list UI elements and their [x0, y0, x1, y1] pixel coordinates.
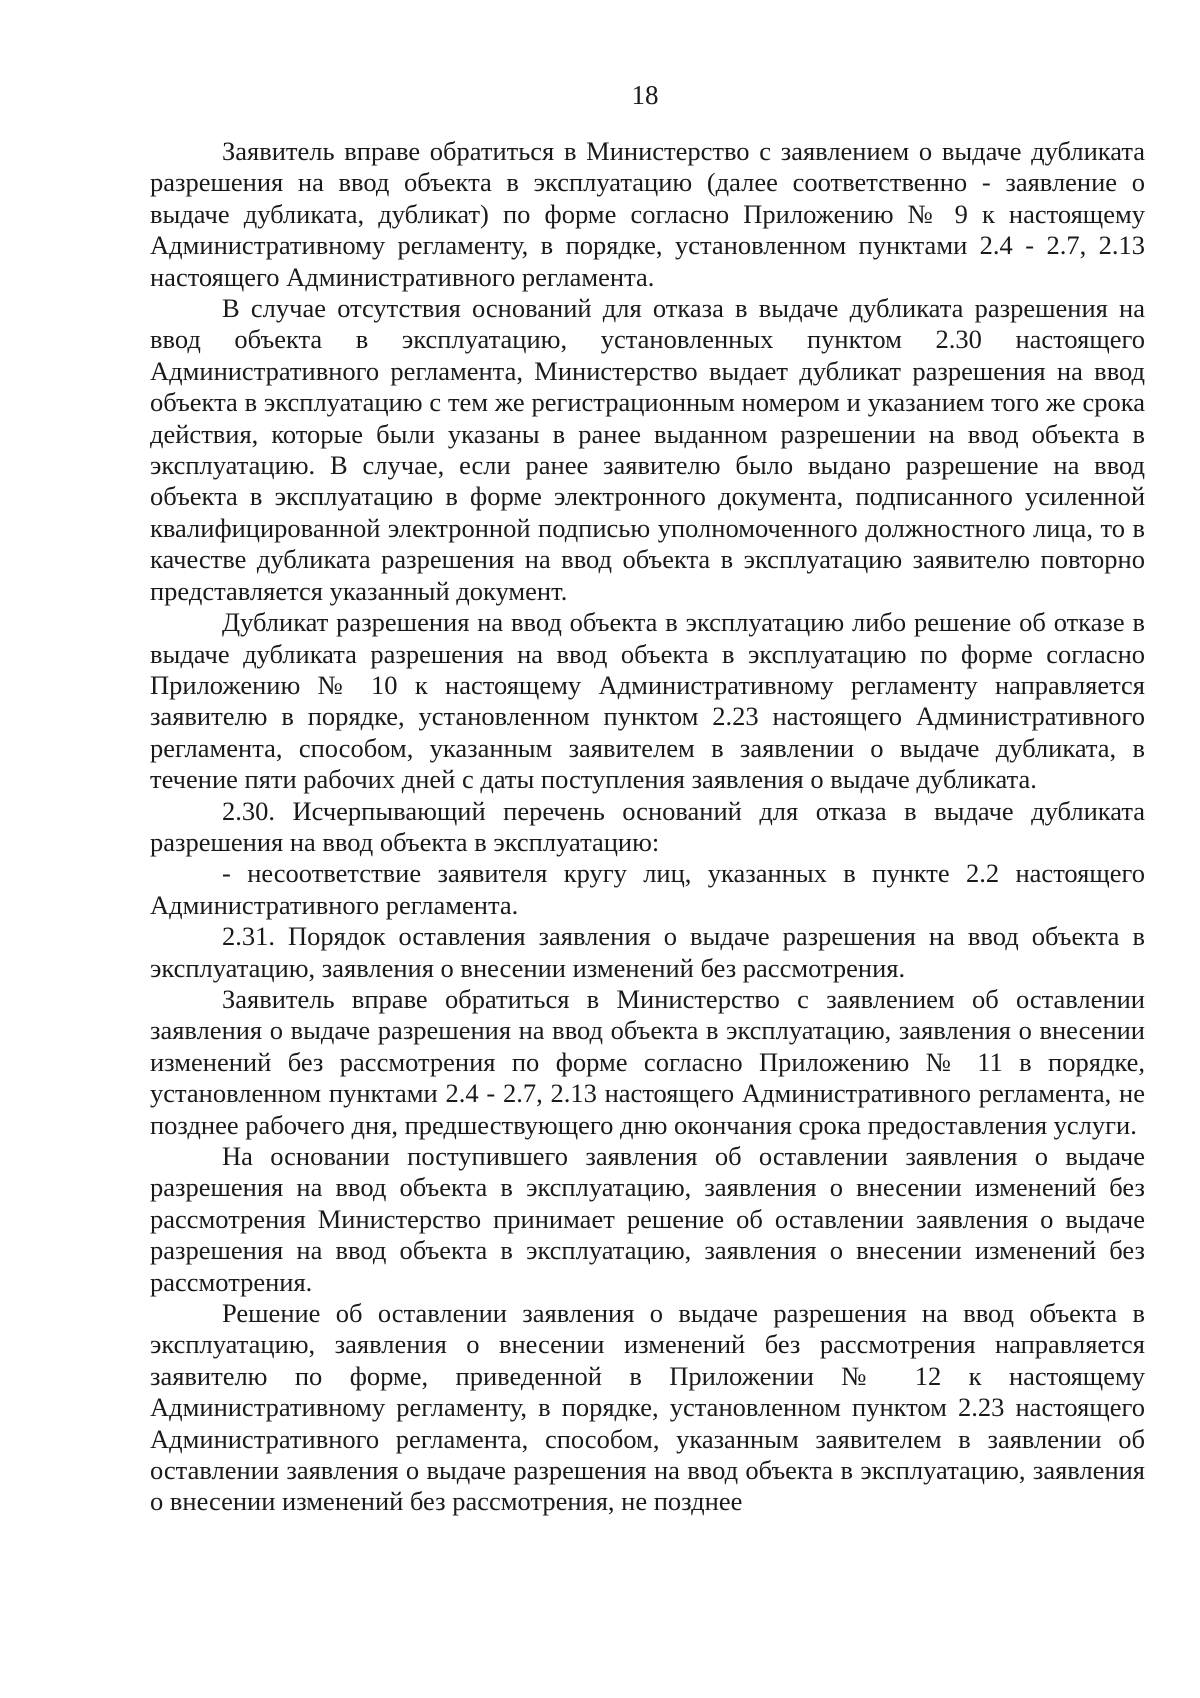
paragraph: На основании поступившего заявления об оставлении заявления о выдаче разрешения на ввод объекта в эксплуатацию, заявления о внесении изменений без рассмотрения Министерство принимает решение об оставлении заявления о выдаче разрешения на ввод объекта в эксплуатацию, заявления о внесении изменений без рассмотрения.	[150, 1141, 1145, 1297]
paragraph: 2.31. Порядок оставления заявления о выдаче разрешения на ввод объекта в эксплуатацию, заявления о внесении изменений без рассмотрения.	[150, 921, 1145, 983]
page-number: 18	[631, 80, 659, 110]
paragraph: - несоответствие заявителя кругу лиц, указанных в пункте 2.2 настоящего Административного регламента.	[150, 858, 1145, 920]
paragraph: В случае отсутствия оснований для отказа в выдаче дубликата разрешения на ввод объекта в эксплуатацию, установленных пунктом 2.30 настоящего Административного регламента, Министерство выдает дубликат разрешения на ввод объекта в эксплуатацию с тем же регистрационным номером и указанием того же срока действия, которые были указаны в ранее выданном разрешении на ввод объекта в эксплуатацию. В случае, если ранее заявителю было выдано разрешение на ввод объекта в эксплуатацию в форме электронного документа, подписанного усиленной квалифицированной электронной подписью уполномоченного должностного лица, то в качестве дубликата разрешения на ввод объекта в эксплуатацию заявителю повторно представляется указанный документ.	[150, 293, 1145, 606]
paragraph: Заявитель вправе обратиться в Министерство с заявлением о выдаче дубликата разрешения на ввод объекта в эксплуатацию (далее соответственно - заявление о выдаче дубликата, дубликат) по форме согласно Приложению № 9 к настоящему Административному регламенту, в порядке, установленном пунктами 2.4 - 2.7, 2.13 настоящего Административного регламента.	[150, 136, 1145, 292]
paragraph: Заявитель вправе обратиться в Министерство с заявлением об оставлении заявления о выдаче разрешения на ввод объекта в эксплуатацию, заявления о внесении изменений без рассмотрения по форме согласно Приложению № 11 в порядке, установленном пунктами 2.4 - 2.7, 2.13 настоящего Административного регламента, не позднее рабочего дня, предшествующего дню окончания срока предоставления услуги.	[150, 983, 1145, 1140]
paragraph: Дубликат разрешения на ввод объекта в эксплуатацию либо решение об отказе в выдаче дубликата разрешения на ввод объекта в эксплуатацию по форме согласно Приложению № 10 к настоящему Административному регламенту направляется заявителю в порядке, установленном пунктом 2.23 настоящего Административного регламента, способом, указанным заявителем в заявлении о выдаче дубликата, в течение пяти рабочих дней с даты поступления заявления о выдаче дубликата.	[150, 607, 1145, 795]
document-body	[150, 136, 1145, 1518]
paragraph: 2.30. Исчерпывающий перечень оснований для отказа в выдаче дубликата разрешения на ввод объекта в эксплуатацию:	[150, 795, 1145, 857]
paragraph: Решение об оставлении заявления о выдаче разрешения на ввод объекта в эксплуатацию, заявления о внесении изменений без рассмотрения направляется заявителю по форме, приведенной в Приложении № 12 к настоящему Административному регламенту, в порядке, установленном пунктом 2.23 настоящего Административного регламента, способом, указанным заявителем в заявлении об оставлении заявления о выдаче разрешения на ввод объекта в эксплуатацию, заявления о внесении изменений без рассмотрения, не позднее	[150, 1298, 1145, 1517]
